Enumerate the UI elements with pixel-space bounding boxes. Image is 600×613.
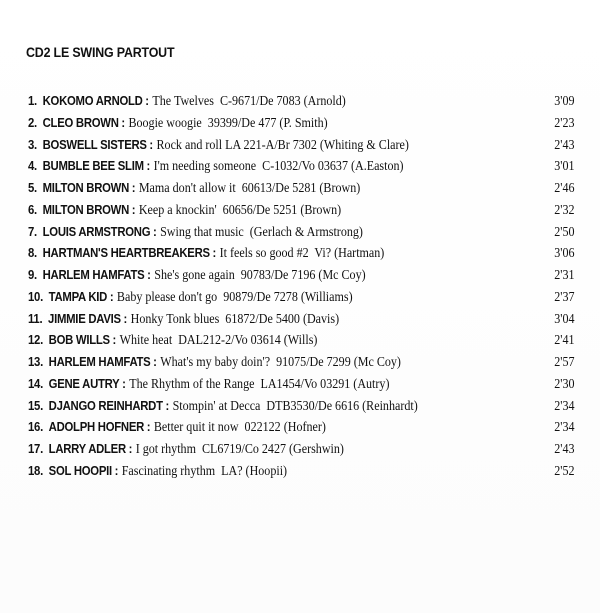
track-number: 4. [28,159,37,174]
track-duration: 3'01 [553,158,574,174]
track-main [28,418,326,436]
track-main [28,223,363,241]
artist-separator: : [146,420,151,435]
track-list [28,92,574,484]
track-info: The Rhythm of the Range LA1454/Vo 03291 (Autry) [129,375,390,391]
track-main [28,462,287,480]
artist-separator: : [112,333,117,348]
track-duration: 2'41 [553,332,574,348]
track-number: 16. [28,420,43,435]
track-main [28,244,384,262]
track-duration: 2'23 [553,114,574,130]
track-main [28,353,401,371]
track-row [28,331,574,353]
track-row [28,462,574,484]
track-number: 12. [28,333,43,348]
track-row [28,266,574,288]
track-row [28,418,574,440]
track-main [28,266,366,284]
track-number: 17. [28,442,43,456]
track-number: 14. [28,376,43,391]
track-row [28,310,574,332]
track-row [28,440,574,462]
track-artist: HARLEM HAMFATS [42,268,145,282]
track-duration: 3'09 [553,93,574,108]
track-number: 11. [28,311,43,326]
artist-separator: : [131,202,136,217]
track-artist: BUMBLE BEE SLIM [42,159,144,174]
track-main [28,288,353,306]
track-artist: LOUIS ARMSTRONG [42,224,151,239]
artist-separator: : [149,137,153,152]
track-row [28,92,574,114]
track-artist: GENE AUTRY [48,376,120,391]
track-duration: 3'06 [553,245,574,261]
track-duration: 2'34 [553,397,574,413]
track-number: 6. [28,202,37,217]
track-main [28,201,341,219]
track-row [28,223,574,245]
artist-separator: : [165,398,169,413]
track-main [28,440,344,458]
track-info: Honky Tonk blues 61872/De 5400 (Davis) [130,310,340,326]
track-row [28,136,574,158]
track-main [28,92,346,110]
track-duration: 2'32 [553,201,574,217]
track-artist: CLEO BROWN [42,115,119,130]
track-duration: 2'50 [553,223,574,239]
track-artist: BOB WILLS [48,333,110,348]
track-number: 5. [28,181,37,195]
track-info: Stompin' at Decca DTB3530/De 6616 (Reinhardt) [172,397,418,413]
artist-separator: : [114,463,119,478]
track-info: I'm needing someone C-1032/Vo 03637 (A.Easton) [153,158,404,174]
track-main [28,114,328,132]
track-artist: ADOLPH HOFNER [48,420,145,435]
track-row [28,375,574,397]
track-main [28,157,404,175]
track-info: What's my baby doin'? 91075/De 7299 (Mc Coy) [160,354,401,369]
track-artist: MILTON BROWN [42,181,130,195]
artist-separator: : [121,115,125,130]
track-number: 10. [28,289,43,304]
track-number: 3. [28,137,37,152]
track-number: 8. [28,246,37,261]
track-number: 18. [28,463,43,478]
track-duration: 2'30 [553,375,574,391]
track-info: She's gone again 90783/De 7196 (Mc Coy) [154,267,366,282]
track-info: It feels so good #2 Vi? (Hartman) [219,245,385,261]
track-number: 2. [28,115,37,130]
track-main [28,179,360,197]
track-artist: KOKOMO ARNOLD [42,94,143,108]
track-number: 1. [28,94,37,108]
track-row [28,179,574,201]
track-main [28,310,339,328]
artist-separator: : [109,289,114,304]
track-artist: BOSWELL SISTERS [42,137,147,152]
artist-separator: : [146,159,150,174]
track-artist: HARTMAN'S HEARTBREAKERS [42,246,210,261]
track-info: Swing that music (Gerlach & Armstrong) [160,223,363,239]
track-duration: 2'57 [553,354,574,369]
artist-separator: : [131,181,136,195]
track-main [28,397,418,415]
track-row [28,397,574,419]
artist-separator: : [147,268,151,282]
track-row [28,157,574,179]
track-duration: 2'34 [553,419,574,435]
track-info: The Twelves C-9671/De 7083 (Arnold) [152,93,346,108]
track-info: Fascinating rhythm LA? (Hoopii) [121,462,288,478]
track-artist: HARLEM HAMFATS [48,355,151,369]
track-info: Boogie woogie 39399/De 477 (P. Smith) [128,114,328,130]
track-artist: MILTON BROWN [42,202,130,217]
track-row [28,353,574,375]
track-main [28,331,317,349]
track-artist: DJANGO REINHARDT [48,398,163,413]
track-info: Keep a knockin' 60656/De 5251 (Brown) [138,201,342,217]
track-number: 7. [28,224,37,239]
track-duration: 2'43 [553,136,574,152]
track-row [28,201,574,223]
track-artist: LARRY ADLER [48,442,126,456]
track-info: Better quit it now 022122 (Hofner) [153,419,326,435]
track-info: I got rhythm CL6719/Co 2427 (Gershwin) [135,441,344,456]
track-duration: 3'04 [553,310,574,326]
artist-separator: : [122,376,126,391]
track-duration: 2'31 [553,267,574,282]
track-info: Baby please don't go 90879/De 7278 (Williams) [116,288,353,304]
cd-title: CD2 LE SWING PARTOUT [26,45,175,60]
artist-separator: : [212,246,216,261]
track-info: White heat DAL212-2/Vo 03614 (Wills) [119,332,318,348]
track-row [28,288,574,310]
track-artist: JIMMIE DAVIS [48,311,121,326]
track-number: 13. [28,355,43,369]
track-number: 15. [28,398,43,413]
track-duration: 2'37 [553,288,574,304]
track-duration: 2'46 [553,180,574,195]
track-duration: 2'52 [553,462,574,478]
track-info: Mama don't allow it 60613/De 5281 (Brown) [138,180,361,195]
artist-separator: : [153,355,157,369]
artist-separator: : [145,94,149,108]
track-row [28,114,574,136]
track-duration: 2'43 [553,441,574,456]
track-artist: TAMPA KID [48,289,108,304]
track-main [28,136,409,154]
artist-separator: : [128,442,133,456]
track-info: Rock and roll LA 221-A/Br 7302 (Whiting & Clare) [156,136,409,152]
track-artist: SOL HOOPII [48,463,112,478]
track-row [28,244,574,266]
track-number: 9. [28,268,37,282]
artist-separator: : [123,311,128,326]
artist-separator: : [152,224,157,239]
track-main [28,375,389,393]
